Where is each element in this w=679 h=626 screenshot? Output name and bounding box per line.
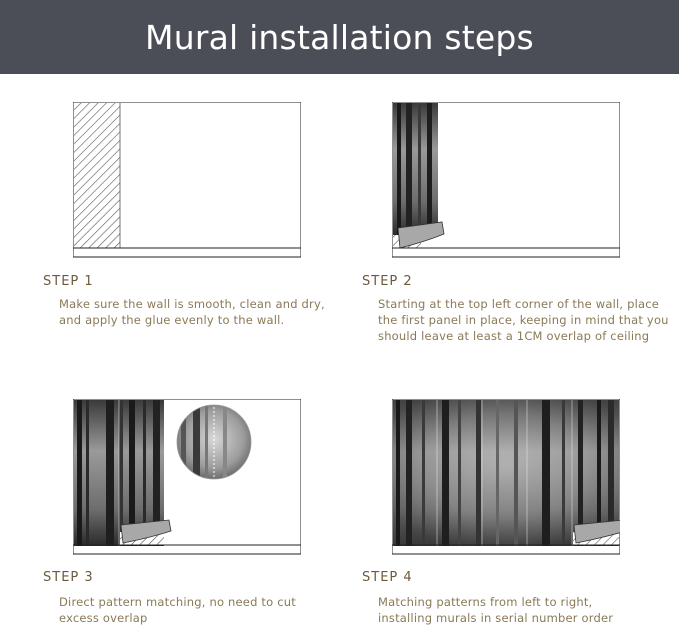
step-1-illustration bbox=[73, 102, 373, 260]
step-3-desc-line-1: Direct pattern matching, no need to cut bbox=[59, 595, 296, 609]
step-1-label: STEP 1 bbox=[43, 274, 94, 289]
step-3-desc-line-2: excess overlap bbox=[59, 611, 148, 625]
step-4-label: STEP 4 bbox=[362, 570, 413, 585]
step-2-desc-line-2: the first panel in place, keeping in mind that you bbox=[378, 313, 669, 327]
step-3-description bbox=[59, 594, 359, 626]
step-1-description bbox=[59, 296, 359, 328]
step-3-label: STEP 3 bbox=[43, 570, 94, 585]
step-4-desc-line-2: installing murals in serial number order bbox=[378, 611, 614, 625]
step-3-illustration bbox=[73, 399, 373, 557]
step-1-desc-line-1: Make sure the wall is smooth, clean and dry, bbox=[59, 297, 325, 311]
step-4-illustration bbox=[392, 399, 679, 557]
step-4-description bbox=[378, 594, 678, 626]
step-2-description bbox=[378, 296, 678, 344]
page-title: Mural installation steps bbox=[145, 17, 534, 57]
first-panel-image bbox=[393, 103, 438, 235]
step-2-desc-line-1: Starting at the top left corner of the wall, place bbox=[378, 297, 660, 311]
step-2-label: STEP 2 bbox=[362, 274, 413, 289]
header-bar bbox=[0, 0, 679, 74]
step-4-desc-line-1: Matching patterns from left to right, bbox=[378, 595, 593, 609]
step-2-desc-line-3: should leave at least a 1CM overlap of ceiling bbox=[378, 329, 650, 343]
step-1-desc-line-2: and apply the glue evenly to the wall. bbox=[59, 313, 285, 327]
step-2-illustration bbox=[392, 102, 679, 260]
glue-area bbox=[74, 103, 120, 248]
